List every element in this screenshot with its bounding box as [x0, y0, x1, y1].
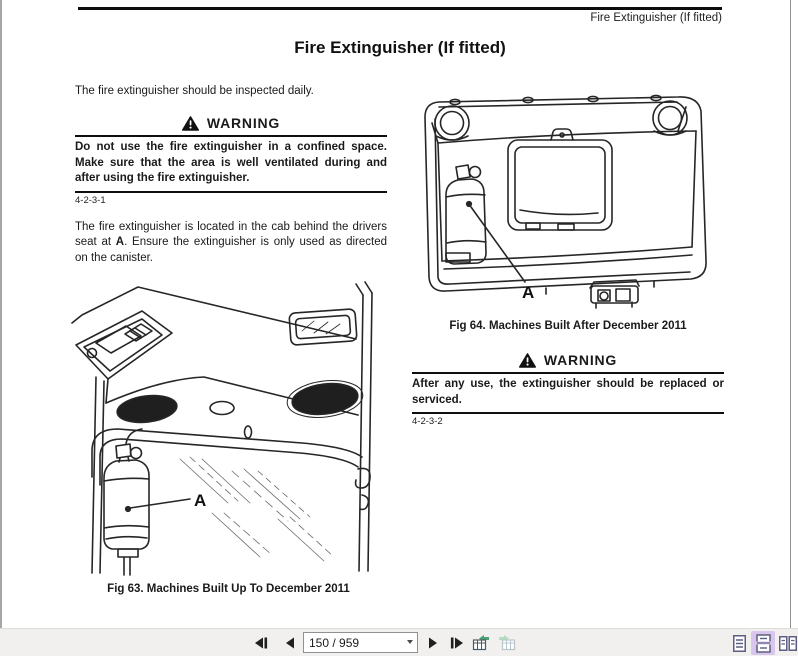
warning-triangle-icon: [182, 116, 199, 131]
previous-page-icon: [285, 637, 295, 649]
paragraph-text: The fire extinguisher is located in the cab behind the drivers seat at: [75, 220, 387, 248]
fig64-callout-a: A: [522, 283, 535, 302]
first-page-button[interactable]: [254, 637, 268, 649]
fig64-caption: Fig 64. Machines Built After December 2011: [449, 320, 687, 332]
continuous-view-icon: [756, 634, 771, 653]
fig63-illustration: [62, 281, 395, 577]
warning-triangle-icon: [519, 353, 536, 368]
forward-view-icon: [498, 634, 516, 651]
back-view-icon: [472, 634, 490, 651]
callout-letter: A: [115, 236, 125, 248]
next-page-icon: [428, 637, 438, 649]
window-border-right: [790, 0, 791, 628]
warning-heading: [412, 352, 724, 368]
fig64-illustration: [408, 85, 730, 313]
window-border-left: [0, 0, 2, 628]
single-page-view-button[interactable]: [727, 631, 751, 655]
last-page-icon: [450, 637, 464, 649]
forward-view-button[interactable]: [498, 634, 516, 651]
combobox-dropdown-arrow-icon[interactable]: [407, 640, 413, 644]
warning-ref-number: 4-2-3-1: [75, 194, 106, 206]
previous-page-button[interactable]: [285, 637, 295, 649]
next-page-button[interactable]: [428, 637, 438, 649]
warning-text: Do not use the fire extinguisher in a confined space. Make sure that the area is well ventilated during and after using the fire extinguisher.: [75, 141, 387, 184]
warning-text: After any use, the extinguisher should be replaced or serviced.: [412, 378, 724, 406]
warning-heading: [75, 115, 387, 131]
back-view-button[interactable]: [472, 634, 490, 651]
warning-ref-number: 4-2-3-2: [412, 416, 443, 427]
page-number-combobox[interactable]: [303, 632, 418, 653]
warning-rule: [75, 135, 387, 137]
fig63-callout-a: A: [194, 491, 207, 510]
continuous-view-button[interactable]: [751, 631, 775, 655]
warning-rule: [412, 412, 724, 414]
header-rule: [78, 7, 722, 10]
left-column: [75, 85, 387, 266]
paragraph-text: . Ensure the extinguisher is only used as directed on the canister.: [75, 236, 387, 264]
warning-label: WARNING: [543, 352, 618, 368]
page-number-input[interactable]: [304, 633, 400, 652]
warning-rule: [75, 191, 387, 193]
location-paragraph: [75, 220, 387, 267]
first-page-icon: [254, 637, 268, 649]
toolbar: [0, 628, 798, 656]
running-header: Fire Extinguisher (If fitted): [590, 12, 722, 24]
warning-rule: [412, 372, 724, 374]
page-title: Fire Extinguisher (If fitted): [294, 38, 506, 57]
warning-block-2: [412, 352, 724, 427]
warning-block-1: [75, 115, 387, 206]
last-page-button[interactable]: [450, 637, 464, 649]
fig63-caption: Fig 63. Machines Built Up To December 2011: [107, 583, 350, 595]
warning-label: WARNING: [206, 115, 281, 131]
intro-text: The fire extinguisher should be inspected daily.: [75, 85, 314, 97]
facing-pages-view-button[interactable]: [776, 631, 798, 655]
facing-pages-view-icon: [779, 636, 797, 651]
single-page-view-icon: [733, 635, 746, 652]
